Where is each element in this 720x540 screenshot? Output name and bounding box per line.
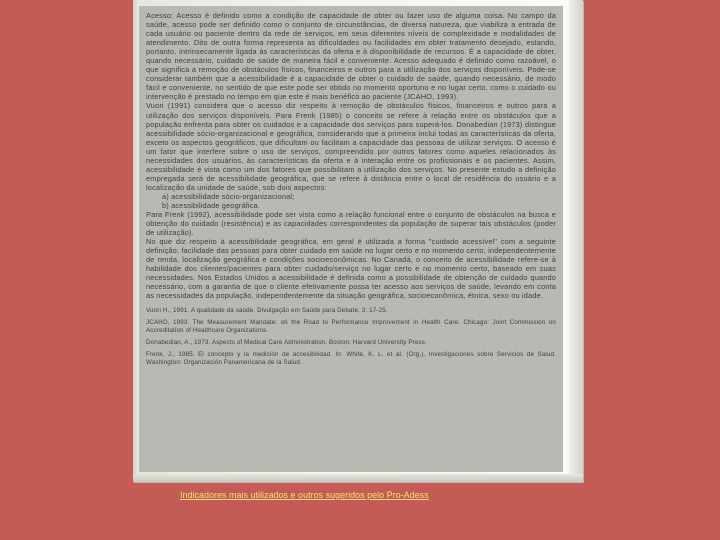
scanned-document-page (139, 6, 563, 472)
references (146, 307, 556, 367)
list-item: b) acessibilidade geográfica. (162, 200, 261, 210)
paragraph: Para Frenk (1992), acessibilidade pode ser vista como a relação funcional entre o conjunto de obstáculos na busca e obtenção do cuidado (resistência) e as capacidades correspondentes da população de superar tais obstáculos (poder de utilização). (146, 210, 556, 238)
paragraph: Acesso: Acesso é definido como a condição de capacidade de obter ou fazer uso de alguma coisa. No campo da saúde, acesso pode ser definido como o conjunto de circunstâncias, de diversa natureza, que viabiliza a entrada de cada usuário ou paciente dentro da rede de serviços, em seus diferentes níveis de complexidade e modalidades de atendimento. Dito de outra forma representa as dificuldades ou facilidades em obter tratamento desejado, estando, portanto, intrinsecamente ligada às características da oferta e à disponibilidade de recursos. É a capacidade de obter, quando necessário, cuidado de saúde de maneira fácil e conveniente. Acesso adequado é definido como razoável, o que significa a remoção de obstáculos físicos, financeiros e outros para a utilização dos serviços disponíveis. Pode-se considerar também que a acessibilidade é a capacidade de obter o cuidado de saúde, quando necessário, de modo fácil e conveniente, no sentido de que este pode ser obtido no momento oportuno e no lugar certo, como o cuidado ou intervenção é prestado no tempo em que este é mais benéfico ao paciente (JCAHO, 1993). (146, 11, 556, 102)
reference-item: Frenk, J., 1985. El concepto y la medición de accesibilidad. In: White, K. L. et al. (Org.), Investigaciones sobre Servicios de Salud. Washington: Organización Panamericana de la Salud. (146, 350, 556, 366)
reference-item: Vuori H., 1991. A qualidade da saúde. Divulgação em Saúde para Debate, 3: 17-25. (146, 306, 388, 314)
paragraph: No que diz respeito à acessibilidade geográfica, em geral é utilizada a forma "cuidado acessível" com a seguinte definição: facilidade das pessoas para obter cuidado em saúde no lugar certo e no momento certo, independentemente de renda, localização geográfica e condições socioeconômicas. No Canadá, o conceito de acessibilidade refere-se à habilidade dos clientes/pacientes para obter cuidado/serviço no lugar certo e no momento certo, baseado em suas necessidades. Nos Estados Unidos a acessibilidade é definida como a possibilidade de obtenção de cuidado quando necessário, com a garantia de que o cliente efetivamente possa ter acesso aos serviços de saúde, levando em conta as necessidades da população, independentemente da situação geográfica, socioeconômica, étnica, sexo ou idade. (146, 237, 556, 301)
list-item: a) acessibilidade sócio-organizacional; (162, 191, 295, 201)
paragraph: Vuori (1991) considera que o acesso diz respeito à remoção de obstáculos físicos, financeiros e outros para a utilização dos serviços disponíveis. Para Frenk (1985) o conceito se refere à relação entre os obstáculos que a população enfrenta para obter os cuidados e a capacidade dos serviços para superá-los. Donabedian (1973) distingue acessibilidade sócio-organizacional e geográfica, considerando que a primeira inclui todas as características da oferta, exceto os aspectos geográficos, que dificultam ou facilitam a capacidade das pessoas de utilizar serviços. O acesso é um fator que interfere sobre o uso de serviços, compreendido por outros fatores como aqueles relacionados às necessidades dos usuários, às características da oferta e à interação entre os profissionais e os pacientes. Assim, acessibilidade é vista como um dos fatores que possibilitam a utilização dos serviços. No presente estudo a definição empregada será de acessibilidade geográfica, que se refere à distância entre o local de residência do usuário e a localização da unidade de saúde, sob dois aspectos: (146, 101, 556, 192)
document-text (139, 6, 563, 367)
caption-link[interactable]: Indicadores mais utilizados e outros sugeridos pelo Pro-Adess (180, 490, 429, 500)
reference-item: JCAHO, 1993. The Measurement Mandate: on the Road to Performance Improvement in Health Care. Chicago: Joint Commission on Accreditation of Healthcare Organizations. (146, 318, 556, 334)
reference-item: Donabedian, A., 1973. Aspects of Medical Care Administration. Boston: Harvard University Press. (146, 338, 427, 346)
frame-bevel-right (569, 0, 583, 482)
frame-bevel-bottom (133, 474, 583, 482)
slide-frame (133, 0, 583, 482)
